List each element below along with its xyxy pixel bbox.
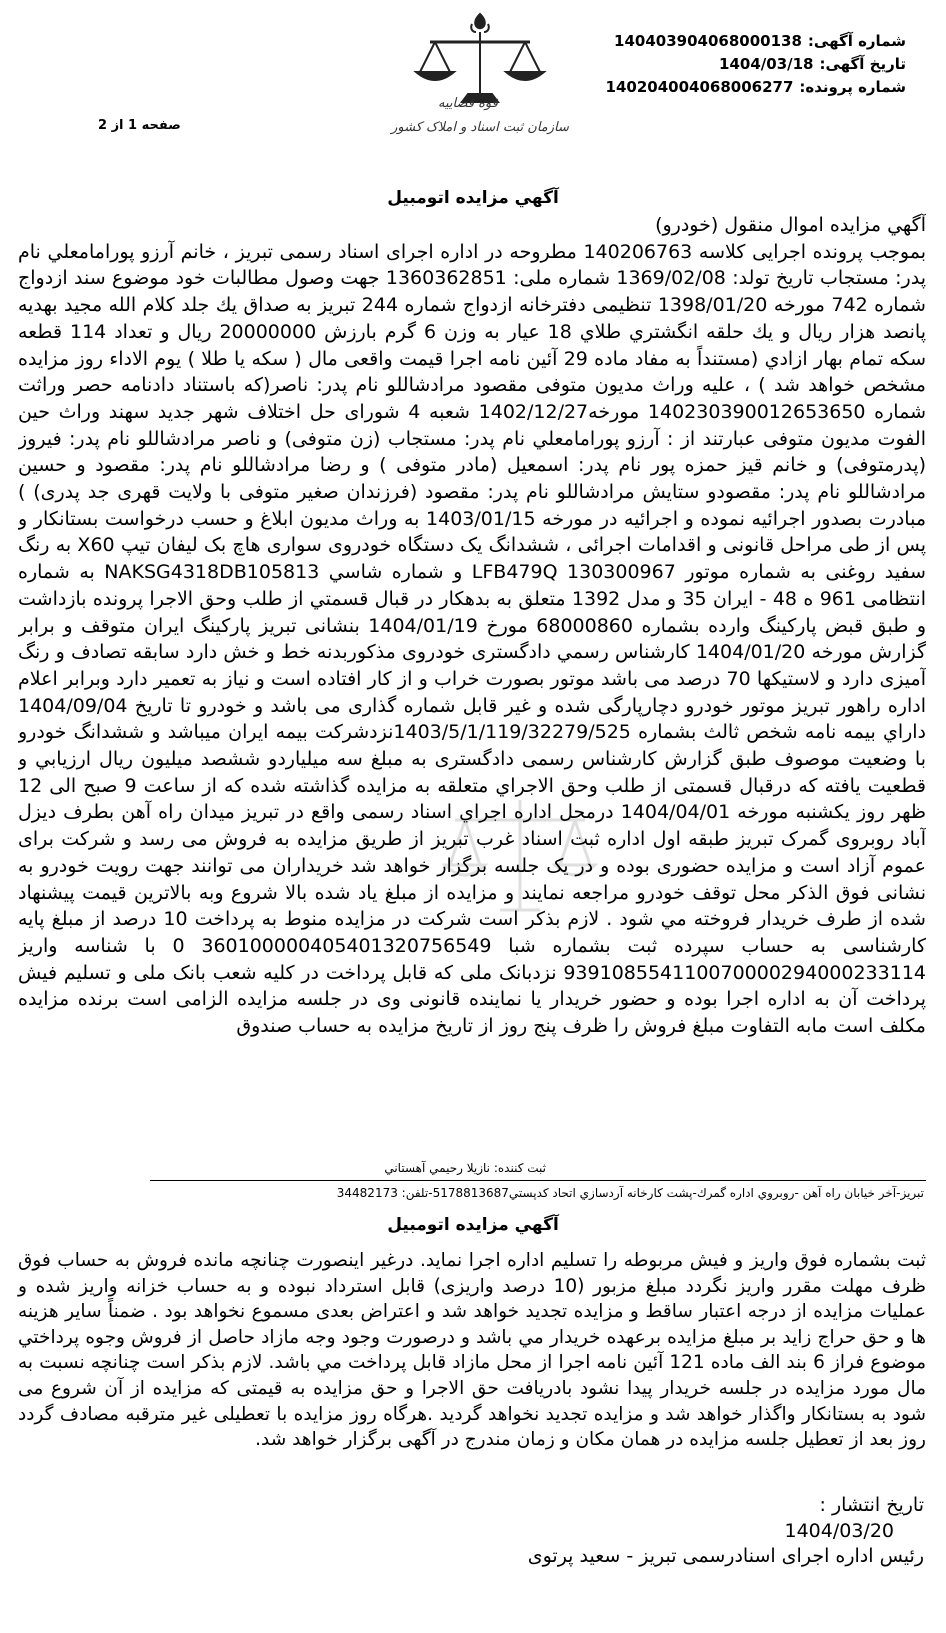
ad-meta [486,30,906,99]
office-address: تبريز-آخر خيابان راه آهن -روبروي اداره گمرك-پشت كارخانه آردسازي اتحاد كدپستي5178813687-تلفن: 34482173 [336,1186,924,1200]
notice-paragraph: بموجب پرونده اجرایی کلاسه 140206763 مطروحه در اداره اجرای اسناد رسمی تبریز ، خانم آرزو پورامامعلي نام پدر: مستجاب تاریخ تولد: 1369/02/08 شماره ملی: 1360362851 جهت وصول مطالبات خود موضوع سند ازدواج شماره 742 مورخه 1398/01/20 تنظیمی دفترخانه ازدواج شماره 244 تبریز به صداق يك جلد كلام الله مجيد بهديه پانصد هزار ريال و يك حلقه انگشتري طلاي 18 عيار به وزن 6 گرم بارزش 20000000 ریال و تعداد 114 قطعه سکه تمام بهار ازادي (مستنداً به مفاد ماده 29 آئین نامه اجرا قیمت واقعی مال ( سکه یا طلا ) یوم الاداء روز مزایده مشخص خواهد شد ) ، علیه وراث مديون متوفی مقصود مرادشاللو نام پدر: ناصر(که باستناد دادنامه حصر وراثت شماره 140230390012653650 مورخه1402/12/27 شعبه 4 شورای حل اختلاف شهر جدید سهند وراث حین الفوت مديون متوفی عبارتند از : آرزو پورامامعلي نام پدر: مستجاب (زن متوفی) و ناصر مرادشاللو نام پدر: فیروز (پدرمتوفی) و خانم قیز حمزه پور نام پدر: اسمعیل (مادر متوفی ) و رضا مرادشاللو نام پدر: مقصود و حسین مرادشاللو نام پدر: مقصودو ستایش مرادشاللو نام پدر: مقصود (فرزندان صغیر متوفی با ولایت قهری جد پدری) ) مبادرت بصدور اجرائیه نموده و اجرائیه در مورخه 1403/01/15 به وراث مديون ابلاغ و حسب درخواست بستانکار و پس از طی مراحل قانونی و اقدامات اجرائی ، ششدانگ یک دستگاه خودروی سواری هاچ بک لیفان تیپ X60 به رنگ سفید روغنی به شماره موتور LFB479Q 130300967 و شماره شاسي NAKSG4318DB105813 به شماره انتظامی 961 ه 48 - ایران 35 و مدل 1392 متعلق به بدهکار در قبال قسمتي از طلب وحق الاجرا پرونده بازداشت و طبق قبض پارکینگ وارده بشماره 68000860 مورخ 1404/01/19 بنشانی تبریز پارکینگ ایران متوقف و برابر گزارش مورخه 1404/01/20 کارشناس رسمي دادگستری خودروی مذکوربدنه خط و خش دارد سابقه تصادف و رنگ آمیزی دارد و لاستیکها 70 درصد می باشد موتور بصورت خراب و از کار افتاده است و نیاز به تعمیر دارد وبرابر اعلام اداره راهور تبریز موتور خودرو دچارپارگی شده و غیر قابل شماره گذاری می باشد و خودرو تا تاریخ 1404/09/04 داراي بیمه نامه شخص ثالث بشماره 1403/5/1/119/32279/525نزدشرکت بیمه ایران میباشد و ششدانگ خودرو با وضعیت موصوف طبق گزارش کارشناس رسمی دادگستری به مبلغ سه میلیاردو ششصد میلیون ریال ارزیابي و قطعیت یافته که درقبال قسمتی از طلب وحق الاجراي متعلقه به مزايده گذاشته شده که از ساعت 9 صبح الی 12 ظهر روز یکشنبه مورخه 1404/04/01 درمحل اداره اجراي اسناد رسمی واقع در تبریز میدان راه آهن بطرف دیزل آباد روبروی گمرک تبریز طبقه اول اداره ثبت اسناد غرب تبریز از طریق مزایده به فروش می رسد و شرکت برای عموم آزاد است و مزایده حضوری بوده و در یک جلسه برگزار خواهد شد خریداران می توانند جهت رویت خودرو به نشانی فوق الذکر محل توقف خودرو مراجعه نمایند و مزایده از مبلغ یاد شده بالا شروع وبه بالاترین قیمت پیشنهاد شده از طرف خریدار فروخته مي شود . لازم بذکر است شرکت در مزایده منوط به پرداخت 10 درصد از مبلغ پایه کارشناسی به حساب سپرده ثبت بشماره شبا 360100000405401320756549 0 با شناسه واریز 939108554110070000294000233114 نزدبانک ملی که قابل پرداخت در کلیه شعب بانک ملی و تسلیم فیش پرداخت آن به اداره اجرا بوده و حضور خریدار یا نماینده قانونی وی در جلسه مزایده الزامی است برنده مزایده مکلف است مابه التفاوت مبلغ فروش را ظرف پنج روز از تاریخ مزایده به حساب صندوق [18,240,926,1038]
publication-date: 1404/03/20 [784,1520,894,1542]
ad-date-label: تاریخ آگهی: [819,55,906,73]
notice-heading: آگهي مزايده اموال منقول (خودرو) [655,214,926,236]
ad-number-label: شماره آگهی: [807,32,906,50]
ad-number-row [486,30,906,53]
registrar-label: ثبت کننده: [493,1161,546,1175]
notice-paragraph-continued: ثبت بشماره فوق واریز و فیش مربوطه را تسلیم اداره اجرا نماید. درغیر اینصورت چنانچه مانده فروش به حساب فوق ظرف مهلت مقرر واریز نگردد مبلغ مزبور (10 درصد واریزی) قابل استرداد نبوده و به حساب خزانه واریز شده و عملیات مزایده از درجه اعتبار ساقط و مزایده تجدید خواهد شد و اعتراض بعدی مسموع نخواهد بود . ضمناً سایر هزینه ها و حق حراج زاید بر مبلغ مزایده برعهده خریدار مي باشد و درصورت وجود وجه مازاد حاصل از فروش وجوه پرداختي موضوع فراز 6 بند الف ماده 121 آئین نامه اجرا از محل مازاد قابل پرداخت مي باشد. لازم بذکر است چنانچه نسبت به مال مورد مزایده در جلسه خریدار پیدا نشود بادریافت حق الاجرا و حق مزایده به قیمتی که مزایده از آن شروع می شود به بستانکار واگذار خواهد شد و مزایده تجدید نخواهد گردید .هرگاه روز مزایده با تعطیلی غیر مترقبه مصادف گردد روز بعد از تعطیل جلسه مزایده در همان مکان و زمان مندرج در آگهی برگزار خواهد شد. [18,1250,927,1451]
emblem-label-registry: سازمان ثبت اسناد و املاک کشور [391,120,569,135]
case-number-label: شماره پرونده: [799,78,906,96]
ad-date: 1404/03/18 [719,55,814,73]
publication-date-label: تاریخ انتشار : [819,1494,924,1516]
registry-watermark-icon [405,790,635,940]
divider [150,1180,926,1181]
registrar-name: نازیلا رحیمي آهستاني [384,1161,491,1175]
ad-date-row [486,53,906,76]
signature-line: رئیس اداره اجرای اسنادرسمی تبریز - سعید پرتوی [527,1545,924,1567]
page-title: آگهي مزايده اتومبيل [387,188,559,208]
emblem-label-judiciary: قوه قضاییه [438,96,498,111]
page-title-continued: آگهي مزايده اتومبيل [387,1215,559,1235]
page-indicator: صفحه 1 از 2 [98,118,181,133]
notice-body [18,212,926,1162]
notice-body-continued [18,1248,926,1453]
case-number-row [486,76,906,99]
publication-date-block [784,1492,924,1544]
ad-number: 140403904068000138 [614,32,802,50]
case-number: 140204004068006277 [605,78,794,96]
